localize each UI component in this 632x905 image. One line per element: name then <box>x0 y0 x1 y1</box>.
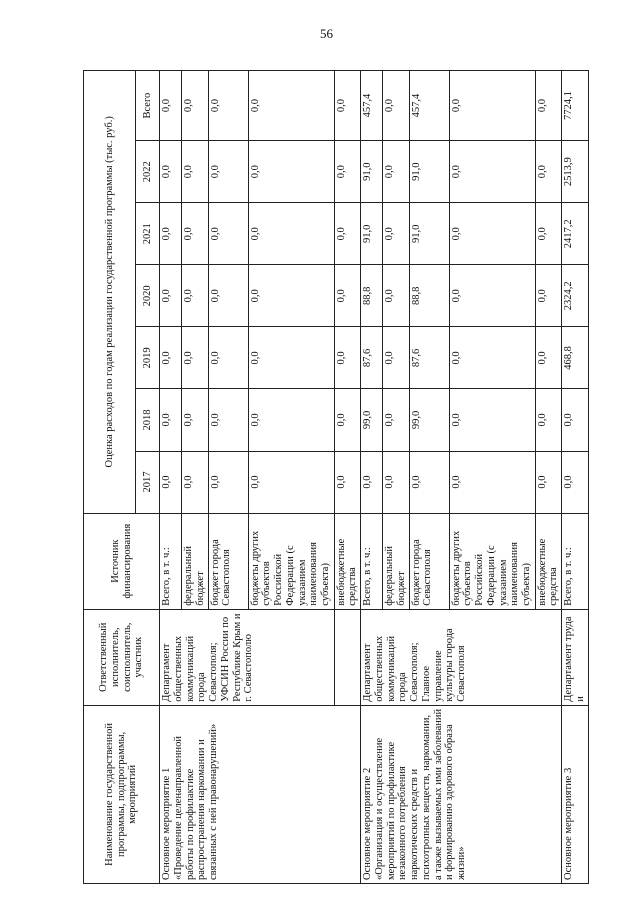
value-cell: 0,0 <box>182 389 209 451</box>
value-cell: 457,4 <box>361 71 383 141</box>
value-cell: 0,0 <box>182 71 209 141</box>
value-cell: 0,0 <box>208 141 248 203</box>
value-cell: 0,0 <box>334 389 361 451</box>
funding-source: бюджеты других субъектов Российской Федерации (с указанием наименования субъекта) <box>248 513 334 609</box>
value-cell: 0,0 <box>449 327 535 389</box>
value-cell: 0,0 <box>248 327 334 389</box>
value-cell: 91,0 <box>409 203 449 265</box>
value-cell: 0,0 <box>383 141 410 203</box>
funding-source: бюджет города Севастополя <box>409 513 449 609</box>
value-cell: 457,4 <box>409 71 449 141</box>
value-cell: 0,0 <box>160 389 182 451</box>
value-cell: 0,0 <box>535 203 562 265</box>
value-cell: 0,0 <box>248 71 334 141</box>
value-cell: 0,0 <box>535 265 562 327</box>
value-cell: 0,0 <box>208 203 248 265</box>
value-cell: 0,0 <box>248 141 334 203</box>
value-cell: 0,0 <box>361 451 383 513</box>
value-cell: 2513,9 <box>562 141 589 203</box>
header-name: Наименование государственной программы, подпрограммы, мероприятий <box>84 705 160 883</box>
value-cell: 0,0 <box>160 203 182 265</box>
value-cell: 0,0 <box>562 389 589 451</box>
responsible-executor: Департамент общественных коммуникаций города Севастополя; Главное управление культуры города Севастополя <box>361 609 562 705</box>
header-responsible: Ответственный исполнитель, соисполнитель, участник <box>84 609 160 705</box>
value-cell: 0,0 <box>383 71 410 141</box>
responsible-executor: Департамент общественных коммуникаций города Севастополя; УФСИН России по Республике Крым и г. Севастополю <box>160 609 335 705</box>
value-cell: 0,0 <box>334 141 361 203</box>
table-row <box>562 71 589 884</box>
value-cell: 0,0 <box>182 141 209 203</box>
value-cell: 88,8 <box>409 265 449 327</box>
rotated-table-container <box>83 70 586 884</box>
measure-name: Основное мероприятие 1 «Проведение целенаправленной работы по профилактике распространения наркомании и связанных с ней правонарушений» <box>160 705 361 883</box>
header-year: 2020 <box>136 265 160 327</box>
header-year: 2022 <box>136 141 160 203</box>
value-cell: 99,0 <box>409 389 449 451</box>
funding-source: внебюджетные средства <box>334 513 361 609</box>
value-cell: 0,0 <box>160 327 182 389</box>
funding-source: Всего, в т. ч.: <box>562 513 589 609</box>
page-number: 56 <box>320 26 333 41</box>
value-cell: 0,0 <box>208 71 248 141</box>
value-cell: 0,0 <box>208 389 248 451</box>
value-cell: 0,0 <box>248 265 334 327</box>
value-cell: 0,0 <box>248 203 334 265</box>
value-cell: 91,0 <box>409 141 449 203</box>
value-cell: 0,0 <box>535 71 562 141</box>
value-cell: 0,0 <box>535 141 562 203</box>
value-cell: 0,0 <box>182 451 209 513</box>
value-cell: 468,8 <box>562 327 589 389</box>
value-cell: 0,0 <box>334 451 361 513</box>
measure-name: Основное мероприятие 2 «Организация и осуществление мероприятий по профилактике незаконного потребления наркотических средств и психотропных веществ, наркомании, а также вызываемых ими заболеваний и формированию здорового образа жизни» <box>361 705 562 883</box>
value-cell: 88,8 <box>361 265 383 327</box>
expenditure-table <box>83 70 589 884</box>
funding-source: федеральный бюджет <box>383 513 410 609</box>
responsible-executor-empty <box>334 609 361 705</box>
value-cell: 0,0 <box>383 389 410 451</box>
value-cell: 0,0 <box>535 327 562 389</box>
header-total: Всего <box>136 71 160 141</box>
value-cell: 87,6 <box>409 327 449 389</box>
header-year: 2017 <box>136 451 160 513</box>
funding-source: бюджет города Севастополя <box>208 513 248 609</box>
value-cell: 0,0 <box>160 451 182 513</box>
value-cell: 0,0 <box>562 451 589 513</box>
value-cell: 0,0 <box>535 389 562 451</box>
value-cell: 0,0 <box>182 327 209 389</box>
funding-source: внебюджетные средства <box>535 513 562 609</box>
value-cell: 2417,2 <box>562 203 589 265</box>
table-row <box>160 71 182 884</box>
value-cell: 0,0 <box>182 265 209 327</box>
value-cell: 0,0 <box>409 451 449 513</box>
value-cell: 0,0 <box>449 389 535 451</box>
value-cell: 2324,2 <box>562 265 589 327</box>
value-cell: 0,0 <box>248 389 334 451</box>
value-cell: 0,0 <box>535 451 562 513</box>
value-cell: 0,0 <box>334 265 361 327</box>
funding-source: Всего, в т. ч.: <box>160 513 182 609</box>
value-cell: 7724,1 <box>562 71 589 141</box>
value-cell: 0,0 <box>160 141 182 203</box>
value-cell: 0,0 <box>334 71 361 141</box>
value-cell: 87,6 <box>361 327 383 389</box>
value-cell: 91,0 <box>361 141 383 203</box>
value-cell: 0,0 <box>383 451 410 513</box>
value-cell: 0,0 <box>208 265 248 327</box>
header-estimate: Оценка расходов по годам реализации государственной программы (тыс. руб.) <box>84 71 136 514</box>
value-cell: 0,0 <box>449 451 535 513</box>
value-cell: 0,0 <box>160 265 182 327</box>
measure-name: Основное мероприятие 3 <box>562 705 589 883</box>
value-cell: 99,0 <box>361 389 383 451</box>
value-cell: 0,0 <box>449 203 535 265</box>
value-cell: 0,0 <box>208 327 248 389</box>
value-cell: 0,0 <box>449 265 535 327</box>
funding-source: Всего, в т. ч.: <box>361 513 383 609</box>
table-row <box>361 71 383 884</box>
header-year: 2018 <box>136 389 160 451</box>
value-cell: 0,0 <box>383 203 410 265</box>
value-cell: 0,0 <box>449 141 535 203</box>
value-cell: 0,0 <box>383 265 410 327</box>
header-year: 2021 <box>136 203 160 265</box>
funding-source: бюджеты других субъектов Российской Федерации (с указанием наименования субъекта) <box>449 513 535 609</box>
value-cell: 0,0 <box>248 451 334 513</box>
responsible-executor: Департамент труда и <box>562 609 589 705</box>
value-cell: 0,0 <box>160 71 182 141</box>
value-cell: 0,0 <box>208 451 248 513</box>
funding-source: федеральный бюджет <box>182 513 209 609</box>
value-cell: 0,0 <box>334 203 361 265</box>
value-cell: 0,0 <box>334 327 361 389</box>
header-source: Источник финансирования <box>84 513 160 609</box>
value-cell: 91,0 <box>361 203 383 265</box>
value-cell: 0,0 <box>383 327 410 389</box>
value-cell: 0,0 <box>449 71 535 141</box>
value-cell: 0,0 <box>182 203 209 265</box>
header-year: 2019 <box>136 327 160 389</box>
